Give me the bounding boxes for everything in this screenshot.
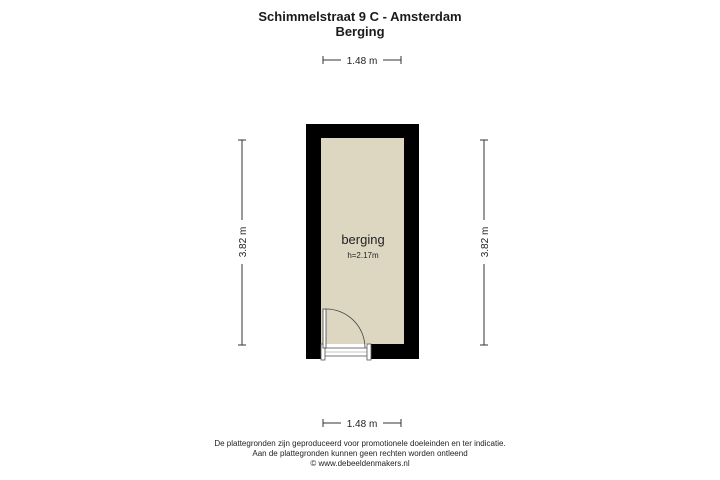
footer-copyright: © www.debeeldenmakers.nl <box>310 459 410 468</box>
door-leaf <box>323 309 326 348</box>
dimension-left <box>235 140 249 345</box>
dimension-top <box>323 52 401 67</box>
dimension-bottom <box>323 415 401 430</box>
page-title: Schimmelstraat 9 C - Amsterdam <box>258 9 462 24</box>
dimension-bottom-label: 1.48 m <box>346 419 378 430</box>
footer-disclaimer-2: Aan de plattegronden kunnen geen rechten worden ontleend <box>252 449 468 458</box>
dimension-top-label: 1.48 m <box>346 56 378 67</box>
dimension-right-label: 3.82 m <box>480 226 491 258</box>
dimension-left-label: 3.82 m <box>238 226 249 258</box>
dimension-right <box>477 140 491 345</box>
page-subtitle: Berging <box>335 24 385 39</box>
footer-disclaimer-1: De plattegronden zijn geproduceerd voor promotionele doeleinden en ter indicatie. <box>214 439 506 448</box>
room-height: h=2.17m <box>347 251 379 260</box>
room-name: berging <box>341 232 385 247</box>
